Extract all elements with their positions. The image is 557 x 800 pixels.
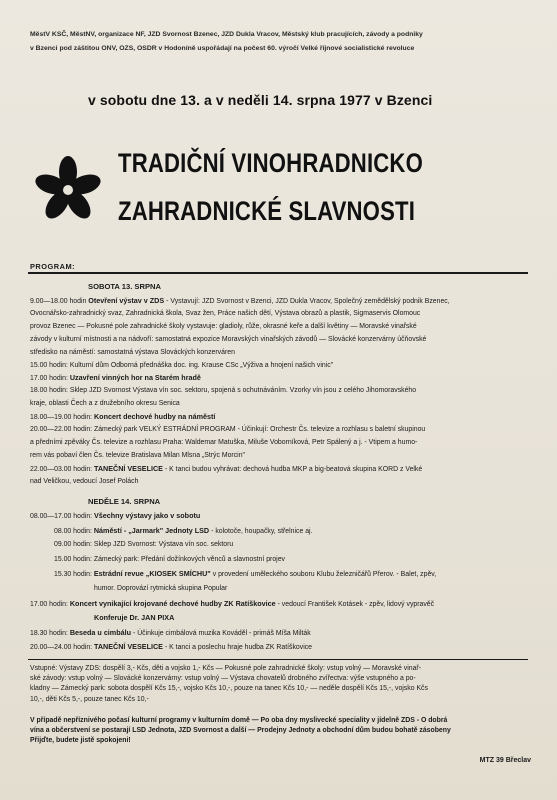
program-entry	[30, 309, 530, 318]
entry-title: Otevření výstav v ZDS	[88, 296, 167, 305]
program-entry	[30, 386, 530, 395]
program-entry	[30, 438, 530, 447]
program-entry	[94, 584, 530, 593]
event-date: v sobotu dne 13. a v neděli 14. srpna 1977 v Bzenci	[88, 92, 433, 108]
title-line-1: TRADIČNÍ VINOHRADNICKO	[118, 148, 423, 178]
program-entry	[54, 526, 530, 536]
entry-text: - Účinkuje cimbálová muzika Kováděl - primáš Míša Milták	[132, 629, 311, 637]
entry-text: - vedoucí František Kotásek - zpěv, lidový vypravěč	[277, 600, 435, 608]
footer-divider	[28, 659, 528, 660]
program-entry	[30, 322, 530, 331]
program-entry	[30, 511, 530, 521]
entry-text: rem vás pobaví člen Čs. televize Bratislava Milan Mlsna „Strýc Morcin"	[30, 451, 245, 459]
entry-text: závody v kulturní místnosti a na nádvoří: samostatná expozice Moravských vinařských závodů — Slovácké konzervárny účňovské	[30, 335, 427, 343]
entry-time: 18.00—19.00 hodin:	[30, 414, 94, 422]
entry-text: - K tanci a poslechu hraje hudba ZK Ratíškovice	[164, 644, 313, 652]
entry-title: Koncert vynikající krojované dechové hudby ZK Ratíškovice	[69, 598, 278, 608]
admission-info	[30, 664, 530, 705]
weather_note-line: Přijďte, budete jistě spokojeni!	[30, 737, 131, 745]
program-entry	[30, 296, 530, 306]
program-entry	[30, 628, 530, 638]
entry-title: Konferuje Dr. JAN PIXA	[94, 613, 175, 623]
entry-text: Kulturní dům Odborná přednáška doc. ing. Krause CSc „Výživa a hnojení našich vinic"	[69, 361, 334, 369]
program-entry	[30, 477, 530, 486]
program-entry	[30, 464, 530, 474]
entry-text: Zámecký park: Předání dožínkových věnců a slavnostní projev	[93, 555, 285, 563]
program-entry	[30, 361, 530, 370]
entry-text: - Vystavují: JZD Svornost v Bzenci, JZD Dukla Vracov, Společný zemědělský podnik Bzenec,	[166, 298, 450, 305]
entry-title: TANEČNÍ VESELICE	[93, 642, 165, 652]
entry-time: 17.00 hodin:	[30, 375, 70, 383]
entry-text: středisko na náměstí: samostatná výstava Slováckých konzerváren	[30, 348, 235, 356]
entry-text: - K tanci budou vyhrávat: dechová hudba MKP a big-beatová skupina KORD z Velké	[164, 465, 423, 473]
entry-time: 08.00 hodin:	[54, 527, 94, 535]
intro-line-2: v Bzenci pod záštitou ONV, OZS, OSDR v Hodoníně uspořádají na počest 60. výročí Velké říjnové socialistické revoluce	[30, 45, 415, 52]
admission-line: kladny — Zámecký park: sobota dospělí Kčs 15,-, vojsko Kčs 10,-, pouze na tanec Kčs 10,- — neděle dospělí Kčs 15,-, vojsko Kčs	[30, 685, 428, 693]
entry-text: - kolotoče, houpačky, střelnice aj.	[211, 527, 313, 535]
entry-time: 08.00—17.00 hodin:	[30, 513, 94, 520]
entry-title: Koncert dechové hudby na náměstí	[93, 412, 216, 422]
entry-text: provoz Bzenec — Pokusné pole zahradnické školy vystavuje: gladioly, růže, okrasné keře a další květiny — Moravské vinařské	[30, 322, 417, 330]
admission-line: Vstupné: Výstavy ZDS: dospělí 3,- Kčs, děti a vojsko 1,- Kčs — Pokusné pole zahradnické školy: vstup volný — Moravské vinař-	[30, 665, 422, 672]
entry-text: v provedení uměleckého souboru Klubu železničářů Přerov. - Balet, zpěv,	[212, 571, 437, 579]
entry-title: Estrádní revue „KIOSEK SMÍCHU"	[93, 569, 213, 579]
program-entry	[54, 569, 530, 579]
flower-logo-icon	[32, 150, 104, 230]
program-entry	[30, 348, 530, 357]
entry-title: TANEČNÍ VESELICE	[93, 463, 165, 473]
program-entry	[30, 399, 530, 408]
program-entry	[30, 373, 530, 383]
program-entry	[54, 540, 530, 549]
entry-time: 09.00 hodin:	[54, 541, 94, 549]
program-divider	[28, 272, 528, 274]
program-entry	[30, 425, 530, 434]
entry-time: 20.00—22.00 hodin:	[30, 426, 94, 433]
entry-text: a předními zpěváky Čs. televize a rozhlasu Praha: Waldemar Matuška, Miluše Voborníková, Petr Spálený a j. - Vtipem a humo-	[30, 438, 418, 446]
entry-time: 22.00—03.00 hodin:	[30, 465, 94, 473]
program-label: PROGRAM:	[30, 262, 76, 271]
printer-mark: MTZ 39 Břeclav	[479, 757, 531, 764]
entry-text: kraje, oblasti Čech a z družebního okresu Senica	[30, 400, 180, 408]
entry-time: 18.00 hodin:	[30, 387, 70, 395]
entry-title: Všechny výstavy jako v sobotu	[93, 511, 201, 520]
entry-title: Náměstí - „Jarmark" Jednoty LSD	[93, 525, 212, 535]
sunday-heading: NEDĚLE 14. SRPNA	[88, 497, 161, 506]
weather_note-line: vína a občerstvení se postarají LSD Jednota, JZD Svornost a další — Prodejny Jednoty a obchodní dům budou bohatě zásobeny	[30, 727, 451, 735]
entry-text: Sklep JZD Svornost Výstava vín soc. sektoru, spojená s ochutnáváním. Vzorky vín jsou z celého Jihomoravského	[69, 387, 417, 395]
entry-text: Ovocnářsko-zahradnický svaz, Zahradnická škola, Svaz žen, Práce našich dětí, Výstava obrazů a plastik, Sigmaservis Olomouc	[30, 309, 421, 317]
program-entry	[30, 599, 530, 609]
program-entry	[94, 613, 530, 623]
entry-time: 15.30 hodin:	[54, 571, 94, 579]
entry-text: Zámecký park VELKÝ ESTRÁDNÍ PROGRAM - Účinkují: Orchestr Čs. televize a rozhlasu s baletní skupinou	[93, 426, 426, 433]
program-entry	[30, 451, 530, 460]
entry-time: 9.00—18.00 hodin	[30, 298, 89, 305]
weather_note-line: V případě nepříznivého počasí kulturní programy v kulturním domě — Po oba dny myslivecké speciality v jídelně ZDS - O dobrá	[30, 717, 448, 724]
entry-time: 18.30 hodin:	[30, 629, 70, 637]
admission-line: ské závody: vstup volný — Slovácké konzervárny: vstup volný — Výstava chovatelů drobného zvířectva: výše vstupného a po-	[30, 675, 416, 683]
entry-text: humor. Doprovází rytmická skupina Popular	[94, 585, 228, 592]
saturday-heading: SOBOTA 13. SRPNA	[88, 282, 161, 291]
weather-note	[30, 716, 530, 747]
entry-title: Uzavření vinných hor na Starém hradě	[69, 373, 201, 383]
entry-time: 17.00 hodin:	[30, 600, 70, 608]
intro-line-1: MěstV KSČ, MěstNV, organizace NF, JZD Svornost Bzenec, JZD Dukla Vracov, Městský klub pracujících, závody a podniky	[30, 31, 423, 38]
organizers-intro	[30, 28, 530, 56]
program-entry	[30, 335, 530, 344]
entry-text: Sklep JZD Svornost: Výstava vín soc. sektoru	[93, 541, 234, 549]
admission-line: 10,-, děti Kčs 5,-, pouze tanec Kčs 10,-	[30, 695, 149, 703]
program-entry	[54, 555, 530, 564]
entry-text: nad Veličkou, vedoucí Josef Polách	[30, 477, 139, 485]
entry-time: 15.00 hodin:	[30, 361, 70, 369]
program-entry	[30, 642, 530, 652]
title-line-2: ZAHRADNICKÉ SLAVNOSTI	[118, 196, 416, 226]
program-entry	[30, 412, 530, 422]
entry-time: 20.00—24.00 hodin:	[30, 644, 94, 652]
entry-title: Beseda u cimbálu	[69, 627, 133, 637]
entry-time: 15.00 hodin:	[54, 555, 94, 563]
